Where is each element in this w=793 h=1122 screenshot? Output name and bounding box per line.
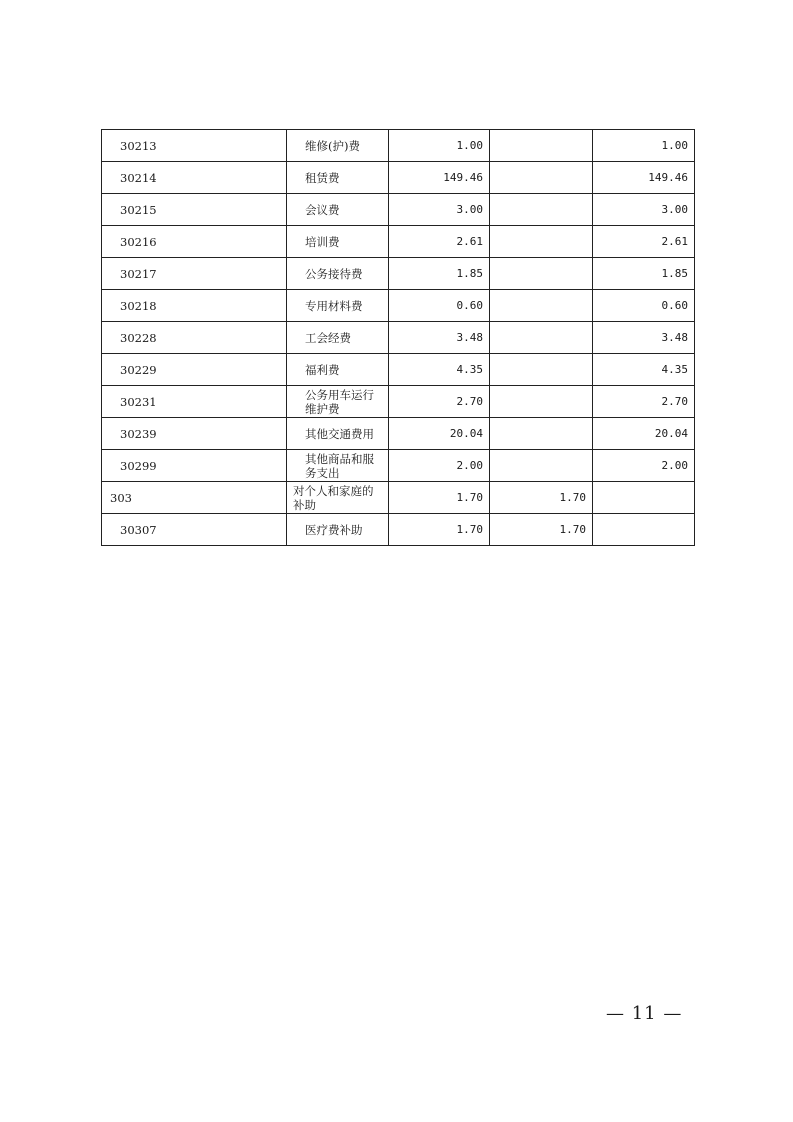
cell-name: 会议费	[287, 194, 389, 226]
cell-code: 30216	[102, 226, 287, 258]
table-body	[102, 130, 695, 546]
table-row	[102, 290, 695, 322]
cell-project	[593, 482, 695, 514]
cell-code: 30217	[102, 258, 287, 290]
cell-code: 30218	[102, 290, 287, 322]
cell-name: 租赁费	[287, 162, 389, 194]
cell-code: 30231	[102, 386, 287, 418]
cell-project: 3.00	[593, 194, 695, 226]
cell-basic	[490, 290, 593, 322]
cell-code: 30228	[102, 322, 287, 354]
cell-total: 3.48	[389, 322, 490, 354]
cell-name: 工会经费	[287, 322, 389, 354]
cell-total: 1.70	[389, 482, 490, 514]
cell-basic	[490, 418, 593, 450]
cell-name: 公务用车运行维护费	[287, 386, 389, 418]
cell-project: 1.00	[593, 130, 695, 162]
table-row	[102, 354, 695, 386]
cell-project: 2.61	[593, 226, 695, 258]
cell-code: 30213	[102, 130, 287, 162]
cell-name: 其他商品和服务支出	[287, 450, 389, 482]
cell-basic	[490, 194, 593, 226]
cell-project: 2.00	[593, 450, 695, 482]
cell-name: 培训费	[287, 226, 389, 258]
cell-project	[593, 514, 695, 546]
cell-basic	[490, 386, 593, 418]
cell-code: 30229	[102, 354, 287, 386]
cell-basic	[490, 130, 593, 162]
cell-code: 30299	[102, 450, 287, 482]
cell-code: 303	[102, 482, 287, 514]
table-row	[102, 386, 695, 418]
cell-total: 2.61	[389, 226, 490, 258]
cell-project: 4.35	[593, 354, 695, 386]
cell-total: 2.70	[389, 386, 490, 418]
cell-name: 医疗费补助	[287, 514, 389, 546]
cell-code: 30215	[102, 194, 287, 226]
cell-project: 2.70	[593, 386, 695, 418]
cell-code: 30307	[102, 514, 287, 546]
table-row	[102, 258, 695, 290]
cell-basic	[490, 258, 593, 290]
cell-project: 149.46	[593, 162, 695, 194]
cell-name: 专用材料费	[287, 290, 389, 322]
cell-total: 1.85	[389, 258, 490, 290]
cell-name: 其他交通费用	[287, 418, 389, 450]
cell-name: 对个人和家庭的补助	[287, 482, 389, 514]
cell-project: 0.60	[593, 290, 695, 322]
cell-name: 维修(护)费	[287, 130, 389, 162]
table-row	[102, 226, 695, 258]
table-row	[102, 482, 695, 514]
cell-total: 1.70	[389, 514, 490, 546]
cell-project: 3.48	[593, 322, 695, 354]
cell-basic	[490, 450, 593, 482]
table-row	[102, 194, 695, 226]
table-row	[102, 450, 695, 482]
cell-basic: 1.70	[490, 514, 593, 546]
cell-project: 20.04	[593, 418, 695, 450]
cell-total: 20.04	[389, 418, 490, 450]
cell-basic	[490, 322, 593, 354]
cell-code: 30239	[102, 418, 287, 450]
cell-total: 149.46	[389, 162, 490, 194]
cell-total: 4.35	[389, 354, 490, 386]
table-row	[102, 322, 695, 354]
table-row	[102, 162, 695, 194]
cell-total: 1.00	[389, 130, 490, 162]
cell-basic	[490, 226, 593, 258]
budget-table	[101, 129, 695, 546]
cell-basic	[490, 162, 593, 194]
cell-total: 0.60	[389, 290, 490, 322]
cell-project: 1.85	[593, 258, 695, 290]
cell-name: 福利费	[287, 354, 389, 386]
cell-basic: 1.70	[490, 482, 593, 514]
table-row	[102, 130, 695, 162]
cell-basic	[490, 354, 593, 386]
table-row	[102, 514, 695, 546]
page-number: — 11 —	[606, 1003, 683, 1024]
table-row	[102, 418, 695, 450]
cell-total: 3.00	[389, 194, 490, 226]
cell-total: 2.00	[389, 450, 490, 482]
cell-name: 公务接待费	[287, 258, 389, 290]
cell-code: 30214	[102, 162, 287, 194]
